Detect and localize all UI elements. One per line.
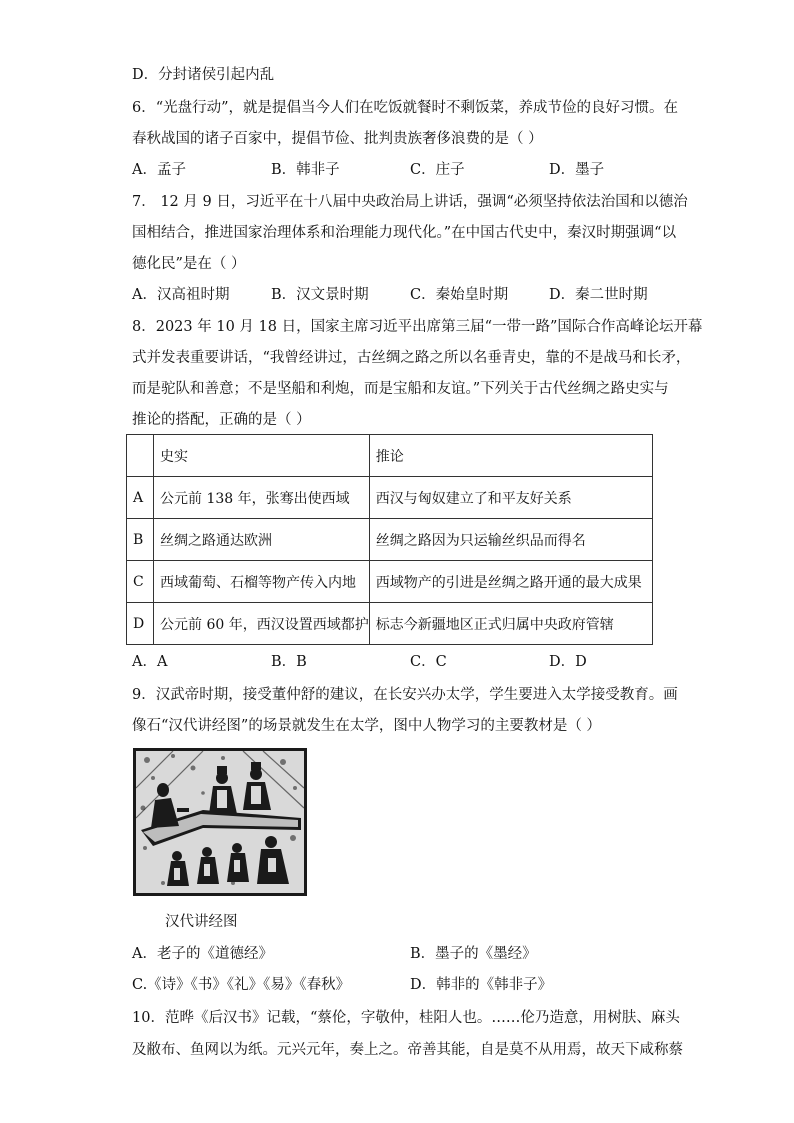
q7-stem-line-1: 7． 12 月 9 日，习近平在十八届中央政治局上讲话，强调“必须坚持依法治国和以德治 bbox=[132, 194, 688, 210]
q6-stem-line-2: 春秋战国的诸子百家中，提倡节俭、批判贵族奢侈浪费的是（ ） bbox=[132, 131, 543, 147]
table-cell: 公元前 60 年，西汉设置西域都护 bbox=[154, 603, 370, 645]
table-cell: A bbox=[127, 477, 154, 519]
q8-stem-line-1: 8．2023 年 10 月 18 日，国家主席习近平出席第三届“一带一路”国际合作高峰论坛开幕 bbox=[132, 319, 703, 335]
q7-option-b: B．汉文景时期 bbox=[271, 287, 369, 303]
q8-option-c: C．C bbox=[410, 654, 447, 670]
table-cell: 西域物产的引进是丝绸之路开通的最大成果 bbox=[369, 561, 652, 603]
table-header-cell: 史实 bbox=[154, 435, 370, 477]
q6-option-c: C．庄子 bbox=[410, 162, 465, 178]
table-header-cell: 推论 bbox=[369, 435, 652, 477]
han-lecture-rubbing-image bbox=[133, 748, 307, 896]
q5-option-d: D．分封诸侯引起内乱 bbox=[132, 67, 275, 83]
q9-option-d: D．韩非的《韩非子》 bbox=[410, 977, 553, 993]
q7-option-c: C．秦始皇时期 bbox=[410, 287, 509, 303]
q7-option-d: D．秦二世时期 bbox=[549, 287, 648, 303]
figure-caption: 汉代讲经图 bbox=[165, 914, 238, 930]
table-header-row bbox=[127, 435, 653, 477]
q10-stem-line-1: 10．范晔《后汉书》记载，“蔡伦，字敬仲，桂阳人也。……伦乃造意，用树肤、麻头 bbox=[132, 1010, 680, 1026]
q7-option-a: A．汉高祖时期 bbox=[132, 287, 230, 303]
q6-stem-line-1: 6．“光盘行动”，就是提倡当今人们在吃饭就餐时不剩饭菜，养成节俭的良好习惯。在 bbox=[132, 100, 679, 116]
table-row bbox=[127, 603, 653, 645]
table-cell: 丝绸之路通达欧洲 bbox=[154, 519, 370, 561]
q8-stem-line-2: 式并发表重要讲话，“我曾经讲过，古丝绸之路之所以名垂青史，靠的不是战马和长矛， bbox=[132, 350, 691, 366]
q9-stem-line-2: 像石“汉代讲经图”的场景就发生在太学，图中人物学习的主要教材是（ ） bbox=[132, 718, 601, 734]
q8-stem-line-3: 而是驼队和善意；不是坚船和利炮，而是宝船和友谊。”下列关于古代丝绸之路史实与 bbox=[132, 381, 669, 397]
table-cell: D bbox=[127, 603, 154, 645]
q9-option-c: C.《诗》《书》《礼》《易》《春秋》 bbox=[132, 977, 351, 993]
table-cell: 标志今新疆地区正式归属中央政府管辖 bbox=[369, 603, 652, 645]
q6-option-d: D．墨子 bbox=[549, 162, 605, 178]
table-cell: 公元前 138 年，张骞出使西域 bbox=[154, 477, 370, 519]
table-header-cell bbox=[127, 435, 154, 477]
table-row bbox=[127, 519, 653, 561]
q8-option-b: B．B bbox=[271, 654, 307, 670]
q8-option-a: A．A bbox=[132, 654, 168, 670]
q6-option-a: A．孟子 bbox=[132, 162, 186, 178]
table-cell: 丝绸之路因为只运输丝织品而得名 bbox=[369, 519, 652, 561]
q9-stem-line-1: 9．汉武帝时期，接受董仲舒的建议，在长安兴办太学，学生要进入太学接受教育。画 bbox=[132, 687, 678, 703]
q8-facts-table bbox=[126, 434, 653, 645]
table-row bbox=[127, 561, 653, 603]
q8-option-d: D．D bbox=[549, 654, 587, 670]
q10-stem-line-2: 及敝布、鱼网以为纸。元兴元年，奏上之。帝善其能，自是莫不从用焉，故天下咸称蔡 bbox=[132, 1042, 683, 1058]
table-cell: 西汉与匈奴建立了和平友好关系 bbox=[369, 477, 652, 519]
table-cell: C bbox=[127, 561, 154, 603]
q9-option-a: A．老子的《道德经》 bbox=[132, 946, 273, 962]
table-cell: 西域葡萄、石榴等物产传入内地 bbox=[154, 561, 370, 603]
q7-stem-line-3: 德化民”是在（ ） bbox=[132, 256, 246, 272]
table-row bbox=[127, 477, 653, 519]
table-cell: B bbox=[127, 519, 154, 561]
q9-option-b: B．墨子的《墨经》 bbox=[410, 946, 537, 962]
q6-option-b: B．韩非子 bbox=[271, 162, 340, 178]
stone-relief-rubbing bbox=[133, 748, 307, 896]
q7-stem-line-2: 国相结合，推进国家治理体系和治理能力现代化。”在中国古代史中，秦汉时期强调“以 bbox=[132, 225, 677, 241]
q8-stem-line-4: 推论的搭配，正确的是（ ） bbox=[132, 412, 311, 428]
